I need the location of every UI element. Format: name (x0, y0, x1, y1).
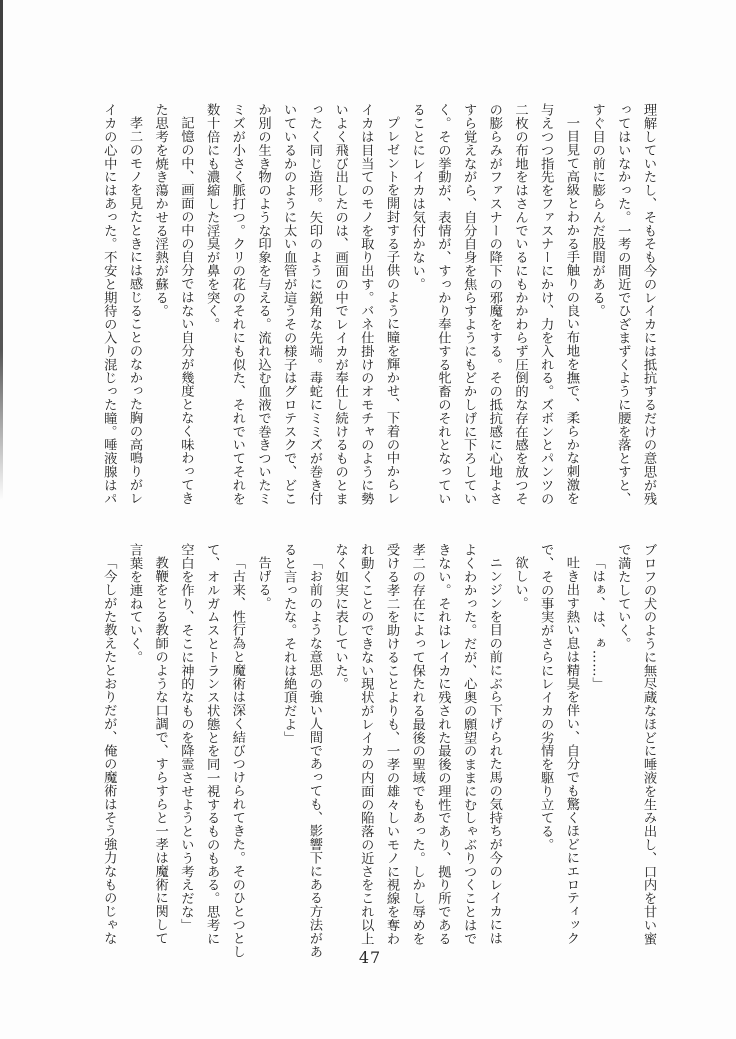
text-column: ることにレイカは気付かない。 (409, 103, 425, 291)
text-column: いよく飛び出したのは、画面の中でレイカが奉仕し続けるものとま (332, 103, 348, 505)
text-column: ったく同じ造形。矢印のように鋭角な先端。毒蛇にミミズが巻き付 (306, 103, 322, 505)
text-column: 「今しがた教えたとおりだが、俺の魔術はそう強力なものじゃな (101, 556, 117, 945)
text-column: ブロフの犬のように無尽蔵なほどに唾液を生み出し、口内を甘い蜜 (641, 543, 656, 945)
text-column: 欲しい。 (512, 556, 528, 610)
text-column: ってはいなかった。一考の間近でひざまずくように腰を落とすと、 (615, 103, 631, 505)
text-column: 数十倍にも濃縮した淫臭が鼻を突く。 (204, 103, 220, 331)
page-number: 47 (358, 948, 382, 967)
text-column: よくわかった。だが、心奥の願望のままにむしゃぶりつくことはで (461, 543, 477, 945)
text-column: 二枚の布地をはさんでいるにもかかわらず圧倒的な存在感を放つそ (512, 103, 528, 505)
text-column: 一目見て高級とわかる手触りの良い布地を撫で、柔らかな刺激を (563, 116, 579, 505)
text-column: 理解していたし、そもそも今のレイカには抵抗するだけの意思が残 (641, 103, 656, 505)
text-column: 「お前のような意思の強い人間であっても、影響下にある方法があ (306, 556, 322, 959)
text-column: 「古来、性行為と魔術は深く結びつけられてきた。そのひとつとし (229, 556, 245, 959)
text-column: なく如実に表していた。 (332, 543, 348, 691)
text-column: 受ける孝二を助けることよりも、一孝の雄々しいモノに視線を奪わ (384, 543, 399, 945)
text-column: ミズが小さく脈打つ。クリの花のそれにも似た、それでいてそれを (229, 103, 245, 505)
text-column: 告げる。 (255, 556, 271, 610)
text-column: た思考を焼き蕩かせる淫熱が蘇る。 (152, 103, 168, 318)
text-column: きない。それはレイカに残された最後の理性であり、拠り所である (435, 543, 451, 945)
text-column: ると言ったな。それは絶頂だよ」 (281, 543, 297, 744)
text-column: 吐き出す熱い息は精臭を伴い、自分でも驚くほどにエロティック (563, 556, 579, 945)
text-column: 言葉を連ねていく。 (127, 543, 142, 664)
text-column: イカの心中にはあった。不安と期待の入り混じった瞳。唾液腺はパ (101, 103, 117, 505)
text-column: で、その事実がさらにレイカの劣情を駆り立てる。 (538, 543, 554, 852)
text-column: く。その挙動が、表情が、すっかり奉仕する牝畜のそれとなってい (435, 103, 451, 505)
text-column: の膨らみがファスナーの降下の邪魔をする。その抵抗感に心地よさ (486, 103, 502, 505)
text-column: すら覚えながら、自分自身を焦らすようにもどかしげに下ろしてい (461, 103, 477, 505)
text-column: て、オルガムスとトランス状態とを同一視するものもある。思考に (204, 543, 220, 945)
text-column: 「はぁ、は、ぁ……」 (589, 556, 605, 691)
text-column: ニンジンを目の前にぶら下げられた馬の気持ちが今のレイカには (486, 556, 502, 945)
text-column: いているかのように太い血管が這うその様子はグロテスクで、どこ (281, 103, 297, 505)
text-column: 与えつつ指先をファスナーにかけ、力を入れる。ズボンとパンツの (538, 103, 554, 505)
text-column: か別の生き物のような印象を与える。流れ込む血液で巻きついたミ (255, 103, 271, 505)
text-column: イカは目当てのモノを取り出す。バネ仕掛けのオモチャのように勢 (358, 103, 374, 505)
text-column: 空白を作り、そこに神的なものを降霊させようという考えだな」 (178, 543, 194, 932)
text-column: 記憶の中、画面の中の自分ではない自分が幾度となく味わってき (178, 116, 194, 505)
text-column: で満たしていく。 (615, 543, 631, 651)
text-column: 孝二の存在によって保たれる最後の聖域でもあった。しかし辱めを (409, 543, 425, 945)
text-column: すぐ目の前に膨らんだ股間がある。 (589, 103, 605, 318)
text-column: れ動くことのできない現状がレイカの内面の陥落の近さをこれ以上 (358, 543, 374, 945)
text-column: 孝二のモノを見たときには感じることのなかった胸の高鳴りがレ (127, 116, 142, 505)
text-column: プレゼントを開封する子供のように瞳を輝かせ、下着の中からレ (384, 116, 399, 505)
text-column: 教鞭をとる教師のような口調で、すらすらと一孝は魔術に関して (152, 556, 168, 945)
